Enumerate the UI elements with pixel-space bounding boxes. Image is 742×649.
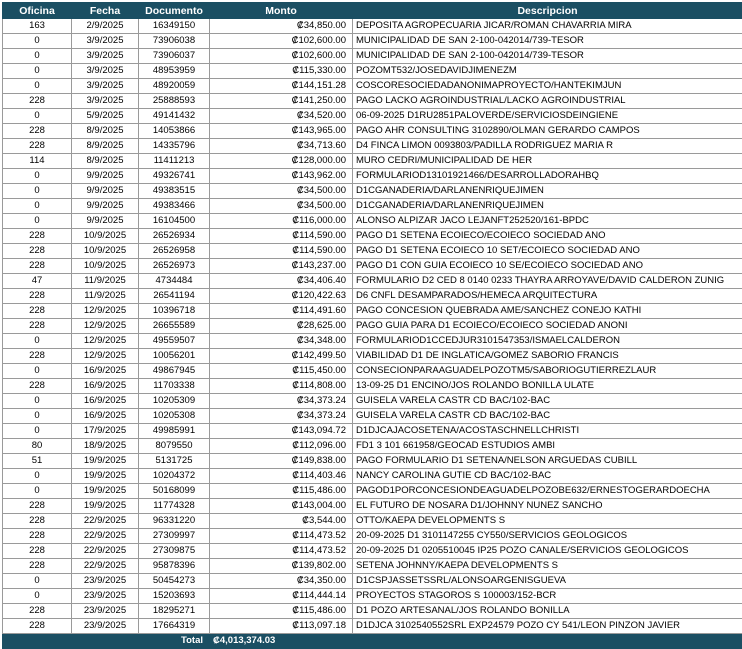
cell-descripcion[interactable]: OTTO/KAEPA DEVELOPMENTS S <box>353 514 742 529</box>
table-row[interactable] <box>3 109 742 124</box>
cell-fecha[interactable]: 22/9/2025 <box>72 559 139 574</box>
table-row[interactable] <box>3 199 742 214</box>
table-row[interactable] <box>3 79 742 94</box>
header-monto[interactable]: Monto <box>210 3 353 19</box>
cell-documento[interactable]: 26655589 <box>139 319 210 334</box>
cell-monto[interactable]: ₡115,330.00 <box>210 64 353 79</box>
table-row[interactable] <box>3 124 742 139</box>
cell-fecha[interactable]: 10/9/2025 <box>72 244 139 259</box>
cell-documento[interactable]: 50168099 <box>139 484 210 499</box>
cell-descripcion[interactable]: PAGO D1 SETENA ECOIECO 10 SET/ECOIECO SOCIEDAD ANO <box>353 244 742 259</box>
cell-oficina[interactable]: 228 <box>3 124 72 139</box>
cell-fecha[interactable]: 8/9/2025 <box>72 154 139 169</box>
table-row[interactable] <box>3 424 742 439</box>
cell-fecha[interactable]: 16/9/2025 <box>72 409 139 424</box>
cell-descripcion[interactable]: GUISELA VARELA CASTR CD BAC/102-BAC <box>353 394 742 409</box>
cell-fecha[interactable]: 3/9/2025 <box>72 64 139 79</box>
cell-documento[interactable]: 27309875 <box>139 544 210 559</box>
table-row[interactable] <box>3 64 742 79</box>
cell-monto[interactable]: ₡114,590.00 <box>210 244 353 259</box>
cell-descripcion[interactable]: FORMULARIOD13101921466/DESARROLLADORAHBQ <box>353 169 742 184</box>
cell-documento[interactable]: 25888593 <box>139 94 210 109</box>
cell-monto[interactable]: ₡34,350.00 <box>210 574 353 589</box>
cell-monto[interactable]: ₡28,625.00 <box>210 319 353 334</box>
cell-oficina[interactable]: 0 <box>3 49 72 64</box>
cell-monto[interactable]: ₡34,406.40 <box>210 274 353 289</box>
cell-monto[interactable]: ₡114,444.14 <box>210 589 353 604</box>
cell-oficina[interactable]: 0 <box>3 109 72 124</box>
cell-monto[interactable]: ₡143,094.72 <box>210 424 353 439</box>
cell-descripcion[interactable]: SETENA JOHNNY/KAEPA DEVELOPMENTS S <box>353 559 742 574</box>
cell-documento[interactable]: 10205309 <box>139 394 210 409</box>
deposits-sheet <box>2 2 742 649</box>
cell-descripcion[interactable]: D1CGANADERIA/DARLANENRIQUEJIMEN <box>353 199 742 214</box>
cell-fecha[interactable]: 9/9/2025 <box>72 184 139 199</box>
cell-oficina[interactable]: 0 <box>3 409 72 424</box>
cell-documento[interactable]: 49141432 <box>139 109 210 124</box>
cell-documento[interactable]: 73906038 <box>139 34 210 49</box>
cell-monto[interactable]: ₡34,850.00 <box>210 19 353 34</box>
cell-oficina[interactable]: 51 <box>3 454 72 469</box>
cell-descripcion[interactable]: POZOMT532/JOSEDAVIDJIMENEZM <box>353 64 742 79</box>
cell-oficina[interactable]: 0 <box>3 424 72 439</box>
cell-fecha[interactable]: 19/9/2025 <box>72 454 139 469</box>
cell-fecha[interactable]: 11/9/2025 <box>72 274 139 289</box>
cell-oficina[interactable]: 0 <box>3 469 72 484</box>
cell-oficina[interactable]: 0 <box>3 589 72 604</box>
table-row[interactable] <box>3 364 742 379</box>
cell-monto[interactable]: ₡143,962.00 <box>210 169 353 184</box>
cell-documento[interactable]: 14053866 <box>139 124 210 139</box>
cell-descripcion[interactable]: D1 POZO ARTESANAL/JOS ROLANDO BONILLA <box>353 604 742 619</box>
cell-fecha[interactable]: 23/9/2025 <box>72 604 139 619</box>
cell-descripcion[interactable]: D4 FINCA LIMON 0093803/PADILLA RODRIGUEZ MARIA R <box>353 139 742 154</box>
cell-documento[interactable]: 48953959 <box>139 64 210 79</box>
cell-fecha[interactable]: 19/9/2025 <box>72 484 139 499</box>
table-row[interactable] <box>3 454 742 469</box>
cell-monto[interactable]: ₡102,600.00 <box>210 34 353 49</box>
cell-oficina[interactable]: 0 <box>3 364 72 379</box>
total-row <box>3 634 742 649</box>
cell-oficina[interactable]: 228 <box>3 559 72 574</box>
cell-monto[interactable]: ₡142,499.50 <box>210 349 353 364</box>
cell-oficina[interactable]: 228 <box>3 139 72 154</box>
table-body <box>3 19 742 634</box>
cell-oficina[interactable]: 228 <box>3 304 72 319</box>
cell-documento[interactable]: 15203693 <box>139 589 210 604</box>
cell-documento[interactable]: 10204372 <box>139 469 210 484</box>
total-spacer <box>3 634 72 649</box>
header-row <box>3 3 742 19</box>
table-row[interactable] <box>3 34 742 49</box>
cell-fecha[interactable]: 12/9/2025 <box>72 304 139 319</box>
cell-descripcion[interactable]: FD1 3 101 661958/GEOCAD ESTUDIOS AMBI <box>353 439 742 454</box>
cell-monto[interactable]: ₡113,097.18 <box>210 619 353 634</box>
cell-descripcion[interactable]: MURO CEDRI/MUNICIPALIDAD DE HER <box>353 154 742 169</box>
cell-monto[interactable]: ₡114,473.52 <box>210 529 353 544</box>
table-row[interactable] <box>3 499 742 514</box>
table-row[interactable] <box>3 229 742 244</box>
cell-fecha[interactable]: 3/9/2025 <box>72 79 139 94</box>
cell-monto[interactable]: ₡34,373.24 <box>210 394 353 409</box>
cell-monto[interactable]: ₡143,965.00 <box>210 124 353 139</box>
table-row[interactable] <box>3 379 742 394</box>
cell-oficina[interactable]: 114 <box>3 154 72 169</box>
cell-descripcion[interactable]: 06-09-2025 D1RU2851PALOVERDE/SERVICIOSDEINGIENE <box>353 109 742 124</box>
cell-oficina[interactable]: 228 <box>3 619 72 634</box>
cell-documento[interactable]: 49867945 <box>139 364 210 379</box>
cell-fecha[interactable]: 12/9/2025 <box>72 319 139 334</box>
cell-fecha[interactable]: 11/9/2025 <box>72 289 139 304</box>
cell-descripcion[interactable]: PAGO D1 SETENA ECOIECO/ECOIECO SOCIEDAD ANO <box>353 229 742 244</box>
cell-fecha[interactable]: 19/9/2025 <box>72 499 139 514</box>
cell-descripcion[interactable]: GUISELA VARELA CASTR CD BAC/102-BAC <box>353 409 742 424</box>
cell-monto[interactable]: ₡120,422.63 <box>210 289 353 304</box>
table-row[interactable] <box>3 349 742 364</box>
cell-monto[interactable]: ₡34,713.60 <box>210 139 353 154</box>
cell-documento[interactable]: 10205308 <box>139 409 210 424</box>
cell-descripcion[interactable]: FORMULARIOD1CCEDJUR3101547353/ISMAELCALDERON <box>353 334 742 349</box>
cell-monto[interactable]: ₡102,600.00 <box>210 49 353 64</box>
cell-documento[interactable]: 11411213 <box>139 154 210 169</box>
table-row[interactable] <box>3 94 742 109</box>
cell-descripcion[interactable]: EL FUTURO DE NOSARA D1/JOHNNY NUNEZ SANCHO <box>353 499 742 514</box>
cell-documento[interactable]: 14335796 <box>139 139 210 154</box>
table-row[interactable] <box>3 589 742 604</box>
cell-documento[interactable]: 4734484 <box>139 274 210 289</box>
cell-monto[interactable]: ₡34,373.24 <box>210 409 353 424</box>
cell-oficina[interactable]: 47 <box>3 274 72 289</box>
header-descripcion[interactable]: Descripcion <box>353 3 742 19</box>
total-amount: ₡4,013,374.03 <box>210 634 353 649</box>
cell-descripcion[interactable]: D1DJCAJACOSETENA/ACOSTASCHNELLCHRISTI <box>353 424 742 439</box>
cell-oficina[interactable]: 0 <box>3 79 72 94</box>
cell-documento[interactable]: 10396718 <box>139 304 210 319</box>
cell-oficina[interactable]: 228 <box>3 349 72 364</box>
table-row[interactable] <box>3 214 742 229</box>
table-row[interactable] <box>3 169 742 184</box>
table-row[interactable] <box>3 259 742 274</box>
cell-documento[interactable]: 26526934 <box>139 229 210 244</box>
cell-descripcion[interactable]: 20-09-2025 D1 3101147255 CY550/SERVICIOS GEOLOGICOS <box>353 529 742 544</box>
cell-documento[interactable]: 95878396 <box>139 559 210 574</box>
cell-documento[interactable]: 26526958 <box>139 244 210 259</box>
table-row[interactable] <box>3 529 742 544</box>
table-row[interactable] <box>3 574 742 589</box>
table-row[interactable] <box>3 409 742 424</box>
cell-documento[interactable]: 49985991 <box>139 424 210 439</box>
table-row[interactable] <box>3 154 742 169</box>
cell-fecha[interactable]: 2/9/2025 <box>72 19 139 34</box>
cell-monto[interactable]: ₡34,500.00 <box>210 199 353 214</box>
cell-descripcion[interactable]: PROYECTOS STAGOROS S 100003/152-BCR <box>353 589 742 604</box>
cell-monto[interactable]: ₡115,486.00 <box>210 604 353 619</box>
table-row[interactable] <box>3 604 742 619</box>
cell-oficina[interactable]: 228 <box>3 289 72 304</box>
header-fecha[interactable]: Fecha <box>72 3 139 19</box>
cell-oficina[interactable]: 228 <box>3 529 72 544</box>
cell-oficina[interactable]: 0 <box>3 184 72 199</box>
deposits-table <box>2 2 742 649</box>
cell-monto[interactable]: ₡143,237.00 <box>210 259 353 274</box>
cell-descripcion[interactable]: D1CGANADERIA/DARLANENRIQUEJIMEN <box>353 184 742 199</box>
cell-monto[interactable]: ₡112,096.00 <box>210 439 353 454</box>
cell-fecha[interactable]: 17/9/2025 <box>72 424 139 439</box>
cell-monto[interactable]: ₡114,473.52 <box>210 544 353 559</box>
cell-documento[interactable]: 17664319 <box>139 619 210 634</box>
cell-monto[interactable]: ₡143,004.00 <box>210 499 353 514</box>
cell-fecha[interactable]: 9/9/2025 <box>72 214 139 229</box>
cell-fecha[interactable]: 10/9/2025 <box>72 229 139 244</box>
cell-oficina[interactable]: 0 <box>3 199 72 214</box>
cell-oficina[interactable]: 0 <box>3 574 72 589</box>
table-row[interactable] <box>3 289 742 304</box>
cell-monto[interactable]: ₡34,520.00 <box>210 109 353 124</box>
cell-fecha[interactable]: 8/9/2025 <box>72 139 139 154</box>
table-row[interactable] <box>3 619 742 634</box>
cell-descripcion[interactable]: PAGO AHR CONSULTING 3102890/OLMAN GERARDO CAMPOS <box>353 124 742 139</box>
cell-descripcion[interactable]: VIABILIDAD D1 DE INGLATICA/GOMEZ SABORIO FRANCIS <box>353 349 742 364</box>
cell-oficina[interactable]: 228 <box>3 379 72 394</box>
cell-descripcion[interactable]: MUNICIPALIDAD DE SAN 2-100-042014/739-TESOR <box>353 34 742 49</box>
cell-monto[interactable]: ₡116,000.00 <box>210 214 353 229</box>
cell-descripcion[interactable]: D6 CNFL DESAMPARADOS/HEMECA ARQUITECTURA <box>353 289 742 304</box>
table-row[interactable] <box>3 304 742 319</box>
cell-oficina[interactable]: 80 <box>3 439 72 454</box>
cell-fecha[interactable]: 12/9/2025 <box>72 334 139 349</box>
cell-documento[interactable]: 26526973 <box>139 259 210 274</box>
cell-fecha[interactable]: 9/9/2025 <box>72 199 139 214</box>
cell-oficina[interactable]: 228 <box>3 229 72 244</box>
cell-monto[interactable]: ₡115,486.00 <box>210 484 353 499</box>
cell-documento[interactable]: 11774328 <box>139 499 210 514</box>
cell-descripcion[interactable]: COSCORESOCIEDADANONIMAPROYECTO/HANTEKIMJUN <box>353 79 742 94</box>
table-row[interactable] <box>3 184 742 199</box>
cell-descripcion[interactable]: FORMULARIO D2 CED 8 0140 0233 THAYRA ARROYAVE/DAVID CALDERON ZUNIG <box>353 274 742 289</box>
cell-oficina[interactable]: 228 <box>3 544 72 559</box>
cell-fecha[interactable]: 18/9/2025 <box>72 439 139 454</box>
cell-monto[interactable]: ₡149,838.00 <box>210 454 353 469</box>
header-documento[interactable]: Documento <box>139 3 210 19</box>
cell-documento[interactable]: 49559507 <box>139 334 210 349</box>
cell-documento[interactable]: 96331220 <box>139 514 210 529</box>
cell-documento[interactable]: 48920059 <box>139 79 210 94</box>
cell-descripcion[interactable]: MUNICIPALIDAD DE SAN 2-100-042014/739-TESOR <box>353 49 742 64</box>
table-row[interactable] <box>3 49 742 64</box>
cell-descripcion[interactable]: PAGOD1PORCONCESIONDEAGUADELPOZOBE632/ERNESTOGERARDOECHA <box>353 484 742 499</box>
cell-monto[interactable]: ₡144,151.28 <box>210 79 353 94</box>
cell-documento[interactable]: 18295271 <box>139 604 210 619</box>
cell-documento[interactable]: 73906037 <box>139 49 210 64</box>
cell-fecha[interactable]: 16/9/2025 <box>72 379 139 394</box>
cell-monto[interactable]: ₡114,590.00 <box>210 229 353 244</box>
cell-fecha[interactable]: 23/9/2025 <box>72 619 139 634</box>
cell-documento[interactable]: 11703338 <box>139 379 210 394</box>
cell-oficina[interactable]: 228 <box>3 514 72 529</box>
cell-monto[interactable]: ₡114,808.00 <box>210 379 353 394</box>
cell-oficina[interactable]: 228 <box>3 319 72 334</box>
table-row[interactable] <box>3 334 742 349</box>
table-row[interactable] <box>3 19 742 34</box>
cell-descripcion[interactable]: CONSECIONPARAAGUADELPOZOTM5/SABORIOGUTIERREZLAUR <box>353 364 742 379</box>
cell-fecha[interactable]: 8/9/2025 <box>72 124 139 139</box>
cell-descripcion[interactable]: ALONSO ALPIZAR JACO LEJANFT252520/161-BPDC <box>353 214 742 229</box>
cell-documento[interactable]: 49383515 <box>139 184 210 199</box>
cell-descripcion[interactable]: PAGO FORMULARIO D1 SETENA/NELSON ARGUEDAS CUBILL <box>353 454 742 469</box>
cell-fecha[interactable]: 22/9/2025 <box>72 544 139 559</box>
cell-oficina[interactable]: 0 <box>3 484 72 499</box>
cell-monto[interactable]: ₡139,802.00 <box>210 559 353 574</box>
cell-monto[interactable]: ₡3,544.00 <box>210 514 353 529</box>
cell-fecha[interactable]: 22/9/2025 <box>72 514 139 529</box>
table-row[interactable] <box>3 319 742 334</box>
table-row[interactable] <box>3 244 742 259</box>
cell-fecha[interactable]: 22/9/2025 <box>72 529 139 544</box>
cell-monto[interactable]: ₡115,450.00 <box>210 364 353 379</box>
cell-fecha[interactable]: 9/9/2025 <box>72 169 139 184</box>
cell-oficina[interactable]: 0 <box>3 334 72 349</box>
cell-documento[interactable]: 16349150 <box>139 19 210 34</box>
cell-oficina[interactable]: 0 <box>3 34 72 49</box>
cell-oficina[interactable]: 228 <box>3 499 72 514</box>
cell-monto[interactable]: ₡141,250.00 <box>210 94 353 109</box>
cell-monto[interactable]: ₡128,000.00 <box>210 154 353 169</box>
cell-documento[interactable]: 49326741 <box>139 169 210 184</box>
header-oficina[interactable]: Oficina <box>3 3 72 19</box>
table-row[interactable] <box>3 559 742 574</box>
cell-fecha[interactable]: 23/9/2025 <box>72 574 139 589</box>
cell-fecha[interactable]: 5/9/2025 <box>72 109 139 124</box>
total-spacer <box>72 634 139 649</box>
table-row[interactable] <box>3 469 742 484</box>
table-row[interactable] <box>3 484 742 499</box>
cell-descripcion[interactable]: PAGO D1 CON GUIA ECOIECO 10 SE/ECOIECO SOCIEDAD ANO <box>353 259 742 274</box>
cell-oficina[interactable]: 0 <box>3 64 72 79</box>
cell-descripcion[interactable]: D1CSPJASSETSSRL/ALONSOARGENISGUEVA <box>353 574 742 589</box>
cell-fecha[interactable]: 19/9/2025 <box>72 469 139 484</box>
cell-descripcion[interactable]: DEPOSITA AGROPECUARIA JICAR/ROMAN CHAVARRIA MIRA <box>353 19 742 34</box>
cell-documento[interactable]: 27309997 <box>139 529 210 544</box>
cell-descripcion[interactable]: D1DJCA 3102540552SRL EXP24579 POZO CY 541/LEON PINZON JAVIER <box>353 619 742 634</box>
cell-monto[interactable]: ₡114,403.46 <box>210 469 353 484</box>
table-row[interactable] <box>3 274 742 289</box>
cell-oficina[interactable]: 228 <box>3 94 72 109</box>
total-spacer <box>353 634 742 649</box>
total-label: Total <box>139 634 210 649</box>
cell-fecha[interactable]: 16/9/2025 <box>72 394 139 409</box>
cell-documento[interactable]: 50454273 <box>139 574 210 589</box>
table-row[interactable] <box>3 514 742 529</box>
cell-descripcion[interactable]: PAGO CONCESION QUEBRADA AME/SANCHEZ CONEJO KATHI <box>353 304 742 319</box>
cell-fecha[interactable]: 12/9/2025 <box>72 349 139 364</box>
table-row[interactable] <box>3 139 742 154</box>
cell-monto[interactable]: ₡114,491.60 <box>210 304 353 319</box>
cell-descripcion[interactable]: 13-09-25 D1 ENCINO/JOS ROLANDO BONILLA ULATE <box>353 379 742 394</box>
cell-documento[interactable]: 5131725 <box>139 454 210 469</box>
cell-oficina[interactable]: 163 <box>3 19 72 34</box>
cell-oficina[interactable]: 0 <box>3 169 72 184</box>
cell-documento[interactable]: 8079550 <box>139 439 210 454</box>
cell-fecha[interactable]: 23/9/2025 <box>72 589 139 604</box>
cell-monto[interactable]: ₡34,500.00 <box>210 184 353 199</box>
cell-descripcion[interactable]: PAGO LACKO AGROINDUSTRIAL/LACKO AGROINDUSTRIAL <box>353 94 742 109</box>
cell-oficina[interactable]: 228 <box>3 259 72 274</box>
cell-descripcion[interactable]: NANCY CAROLINA GUTIE CD BAC/102-BAC <box>353 469 742 484</box>
table-row[interactable] <box>3 394 742 409</box>
cell-oficina[interactable]: 228 <box>3 244 72 259</box>
cell-documento[interactable]: 16104500 <box>139 214 210 229</box>
cell-monto[interactable]: ₡34,348.00 <box>210 334 353 349</box>
cell-descripcion[interactable]: 20-09-2025 D1 0205510045 IP25 POZO CANALE/SERVICIOS GEOLOGICOS <box>353 544 742 559</box>
cell-fecha[interactable]: 16/9/2025 <box>72 364 139 379</box>
table-row[interactable] <box>3 544 742 559</box>
cell-fecha[interactable]: 3/9/2025 <box>72 34 139 49</box>
table-row[interactable] <box>3 439 742 454</box>
cell-documento[interactable]: 10056201 <box>139 349 210 364</box>
cell-fecha[interactable]: 3/9/2025 <box>72 94 139 109</box>
cell-oficina[interactable]: 0 <box>3 394 72 409</box>
cell-documento[interactable]: 49383466 <box>139 199 210 214</box>
cell-documento[interactable]: 26541194 <box>139 289 210 304</box>
cell-oficina[interactable]: 0 <box>3 214 72 229</box>
cell-descripcion[interactable]: PAGO GUIA PARA D1 ECOIECO/ECOIECO SOCIEDAD ANONI <box>353 319 742 334</box>
cell-fecha[interactable]: 10/9/2025 <box>72 259 139 274</box>
cell-oficina[interactable]: 228 <box>3 604 72 619</box>
cell-fecha[interactable]: 3/9/2025 <box>72 49 139 64</box>
